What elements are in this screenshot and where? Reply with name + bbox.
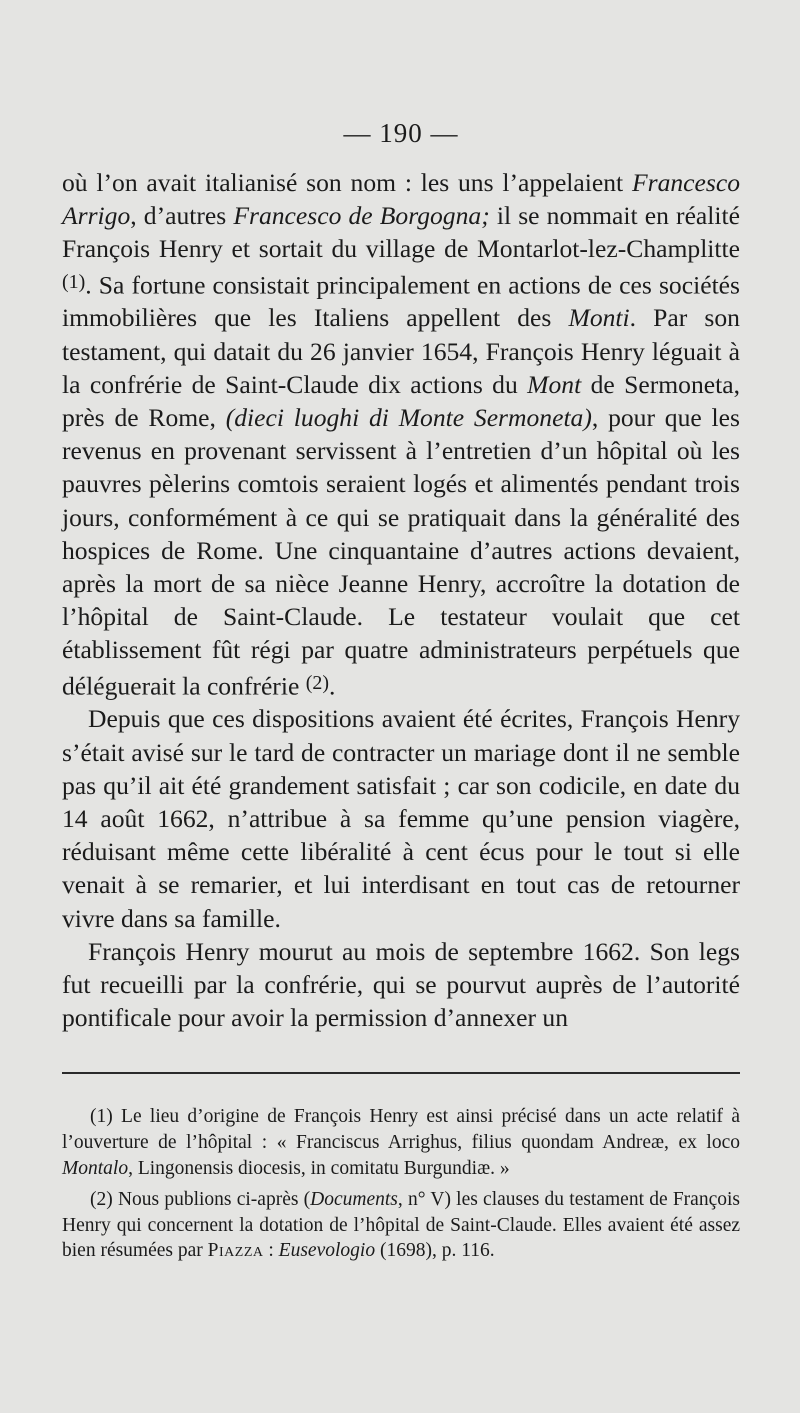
text-segment: de Sermoneta, près de Rome, <box>62 369 740 432</box>
text-segment: : <box>263 1240 279 1262</box>
text-segment: , n° V) les clauses du testament de François Henry qui concernent la dotation de l’hôpital de Saint-Claude. Elles avaient été assez bien résumées par <box>62 1189 740 1262</box>
text-segment: Francesco de Borgogna; <box>233 201 490 231</box>
page-number: — 190 — <box>343 118 459 148</box>
text-segment: Documents <box>310 1189 398 1211</box>
text-segment: (2) <box>305 671 329 694</box>
footnote-separator <box>62 1072 740 1074</box>
text-segment: (2) Nous publions ci-après ( <box>90 1189 311 1211</box>
text-segment: . Par son testament, qui datait du 26 janvier 1654, François Henry léguait à la confrérie de Saint-Claude dix actions du <box>62 303 740 399</box>
text-segment: (dieci luoghi di Monte Sermoneta) <box>225 403 592 432</box>
text-segment: , d’autres <box>130 201 234 231</box>
text-segment: Montalo <box>62 1157 129 1179</box>
text-segment: Piazza <box>207 1240 264 1262</box>
footnote-1 <box>62 1104 740 1181</box>
text-segment: Monti <box>568 303 630 333</box>
text-segment: , pour que les revenus en provenant servissent à l’entretien d’un hôpital où les pauvres pèlerins comtois seraient logés et alimentés pendant trois jours, conformément à ce qui se pratiquait dans la généralité des hospices de Rome. Une cinquantaine d’autres actions devaient, après la mort de sa nièce Jeanne Henry, accroître la dotation de l’hôpital de Saint-Claude. Le testateur voulait que cet établissement fût régi par quatre administrateurs perpétuels que déléguerait la confrérie <box>62 403 740 701</box>
text-segment: . <box>328 671 336 701</box>
text-segment: , Lingonensis diocesis, in comitatu Burgundiæ. » <box>128 1157 510 1179</box>
text-segment: il se nommait en réalité François Henry et sortait du village de Montarlot-lez-Champlitte <box>62 201 740 264</box>
text-segment: (1698), p. 116. <box>375 1240 495 1262</box>
footnote-2 <box>62 1187 740 1264</box>
text-segment: . Sa fortune consistait principalement en actions de ces sociétés immobilières que les Italiens appellent des <box>62 270 740 333</box>
text-segment: (1) <box>62 270 86 293</box>
body-text <box>62 166 740 1034</box>
footnotes <box>62 1104 740 1264</box>
paragraph-1 <box>62 166 740 702</box>
text-segment: Francesco Arrigo <box>62 168 740 231</box>
text-segment: François Henry mourut au mois de septembre 1662. Son legs fut recueilli par la confrérie, qui se pourvut auprès de l’autorité pontificale pour avoir la permission d’annexer un <box>62 936 740 1033</box>
text-segment: où l’on avait italianisé son nom : les uns l’appelaient <box>62 168 632 197</box>
paragraph-3 <box>62 935 740 1035</box>
text-segment: Depuis que ces dispositions avaient été écrites, François Henry s’était avisé sur le tard de contracter un mariage dont il ne semble pas qu’il ait été grandement satisfait ; car son codicile, en date du 14 août 1662, n’attribue à sa femme qu’une pension viagère, réduisant même cette libéralité à cent écus pour le tout si elle venait à se remarier, et lui interdisant en tout cas de retourner vivre dans sa famille. <box>62 704 740 933</box>
text-segment: Mont <box>527 369 582 399</box>
text-segment: Eusevologio <box>278 1240 376 1262</box>
text-segment: (1) Le lieu d’origine de François Henry est ainsi précisé dans un acte relatif à l’ouverture de l’hôpital : « Franciscus Arrighus, filius quondam Andreæ, ex loco <box>62 1106 740 1154</box>
paragraph-2 <box>62 702 740 934</box>
